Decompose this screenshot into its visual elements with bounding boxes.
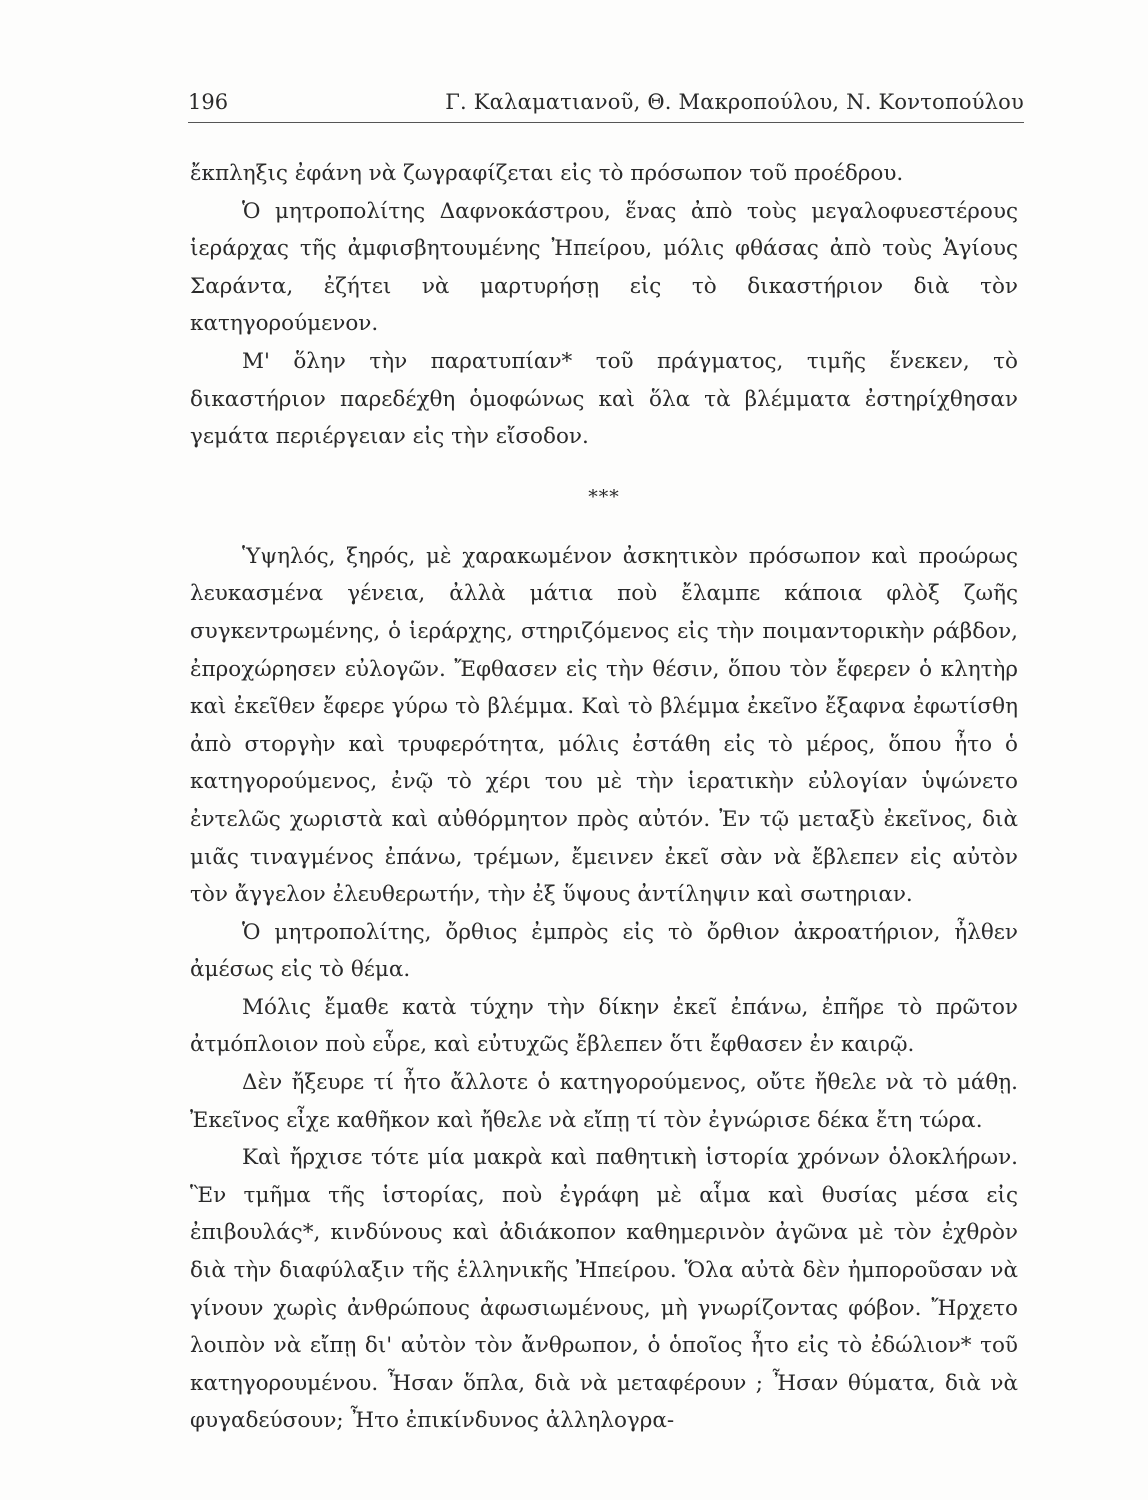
paragraph: Καὶ ἤρχισε τότε μία μακρὰ καὶ παθητικὴ ἱστορία χρόνων ὁλοκλήρων. Ἓν τμῆμα τῆς ἱστορίας, ποὺ ἐγράφη μὲ αἷμα καὶ θυσίας μέσα εἰς ἐπιβουλάς*, κινδύνους καὶ ἀδιάκοπον καθημερινὸν ἀγῶνα μὲ τὸν ἐχθρὸν διὰ τὴν διαφύλαξιν τῆς ἑλληνικῆς Ἠπείρου. Ὅλα αὐτὰ δὲν ἠμποροῦσαν νὰ γίνουν χωρὶς ἀνθρώπους ἀφωσιωμένους, μὴ γνωρίζοντας φόβον. Ἤρχετο λοιπὸν νὰ εἴπῃ δι' αὐτὸν τὸν ἄνθρωπον, ὁ ὁποῖος ἦτο εἰς τὸ ἐδώλιον* τοῦ κατηγορουμένου. Ἦσαν ὅπλα, διὰ νὰ μεταφέρουν ; Ἦσαν θύματα, διὰ νὰ φυγαδεύσουν; Ἦτο ἐπικίνδυνος ἀλληλογρα- [190,1145,1018,1434]
page-header [188,88,1024,123]
paragraph: Ὁ μητροπολίτης, ὄρθιος ἐμπρὸς εἰς τὸ ὄρθιον ἀκροατήριον, ἦλθεν ἀμέσως εἰς τὸ θέμα. [190,919,1018,983]
paragraph: Δὲν ἤξευρε τί ἦτο ἄλλοτε ὁ κατηγορούμενος, οὔτε ἤθελε νὰ τὸ μάθῃ. Ἐκεῖνος εἶχε καθῆκον καὶ ἤθελε νὰ εἴπῃ τί τὸν ἐγνώρισε δέκα ἔτη τώρα. [190,1070,1018,1133]
page-number: 196 [188,90,229,114]
running-head: Γ. Καλαματιανοῦ, Θ. Μακροπούλου, Ν. Κοντοπούλου [445,90,1024,114]
paragraph: Μόλις ἔμαθε κατὰ τύχην τὴν δίκην ἐκεῖ ἐπάνω, ἐπῆρε τὸ πρῶτον ἀτμόπλοιον ποὺ εὗρε, καὶ εὐτυχῶς ἔβλεπεν ὅτι ἔφθασεν ἐν καιρῷ. [190,994,1018,1058]
paragraph: Ὑψηλός, ξηρός, μὲ χαρακωμένον ἀσκητικὸν πρόσωπον καὶ προώρως λευκασμένα γένεια, ἀλλὰ μάτια ποὺ ἔλαμπε κάποια φλὸξ ζωῆς συγκεντρωμένης, ὁ ἱεράρχης, στηριζόμενος εἰς τὴν ποιμαντορικὴν ράβδον, ἐπροχώρησεν εὐλογῶν. Ἔφθασεν εἰς τὴν θέσιν, ὅπου τὸν ἔφερεν ὁ κλητὴρ καὶ ἐκεῖθεν ἔφερε γύρω τὸ βλέμμα. Καὶ τὸ βλέμμα ἐκεῖνο ἔξαφνα ἐφωτίσθη ἀπὸ στοργὴν καὶ τρυφερότητα, μόλις ἐστάθη εἰς τὸ μέρος, ὅπου ἦτο ὁ κατηγορούμενος, ἐνῷ τὸ χέρι του μὲ τὴν ἱερατικὴν εὐλογίαν ὑψώνετο ἐντελῶς χωριστὰ καὶ αὐθόρμητον πρὸς αὐτόν. Ἐν τῷ μεταξὺ ἐκεῖνος, διὰ μιᾶς τιναγμένος ἐπάνω, τρέμων, ἔμεινεν ἐκεῖ σὰν νὰ ἔβλεπεν εἰς αὐτὸν τὸν ἄγγελον ἐλευθερωτήν, τὴν ἐξ ὕψους ἀντίληψιν καὶ σωτηριαν. [190,543,1018,908]
paragraph-continuation: ἔκπληξις ἐφάνη νὰ ζωγραφίζεται εἰς τὸ πρόσωπον τοῦ προέδρου. [190,161,904,186]
body-text [190,155,1018,1440]
section-separator: *** [588,485,620,508]
paragraph: Ὁ μητροπολίτης Δαφνοκάστρου, ἕνας ἀπὸ τοὺς μεγαλοφυεστέρους ἱεράρχας τῆς ἀμφισβητουμένης Ἠπείρου, μόλις φθάσας ἀπὸ τοὺς Ἁγίους Σαράντα, ἐζήτει νὰ μαρτυρήσῃ εἰς τὸ δικαστήριον διὰ τὸν κατηγορούμενον. [190,198,1018,337]
paragraph: Μ' ὅλην τὴν παρατυπίαν* τοῦ πράγματος, τιμῆς ἕνεκεν, τὸ δικαστήριον παρεδέχθη ὁμοφώνως καὶ ὅλα τὰ βλέμματα ἐστηρίχθησαν γεμάτα περιέργειαν εἰς τὴν εἴσοδον. [190,348,1018,450]
